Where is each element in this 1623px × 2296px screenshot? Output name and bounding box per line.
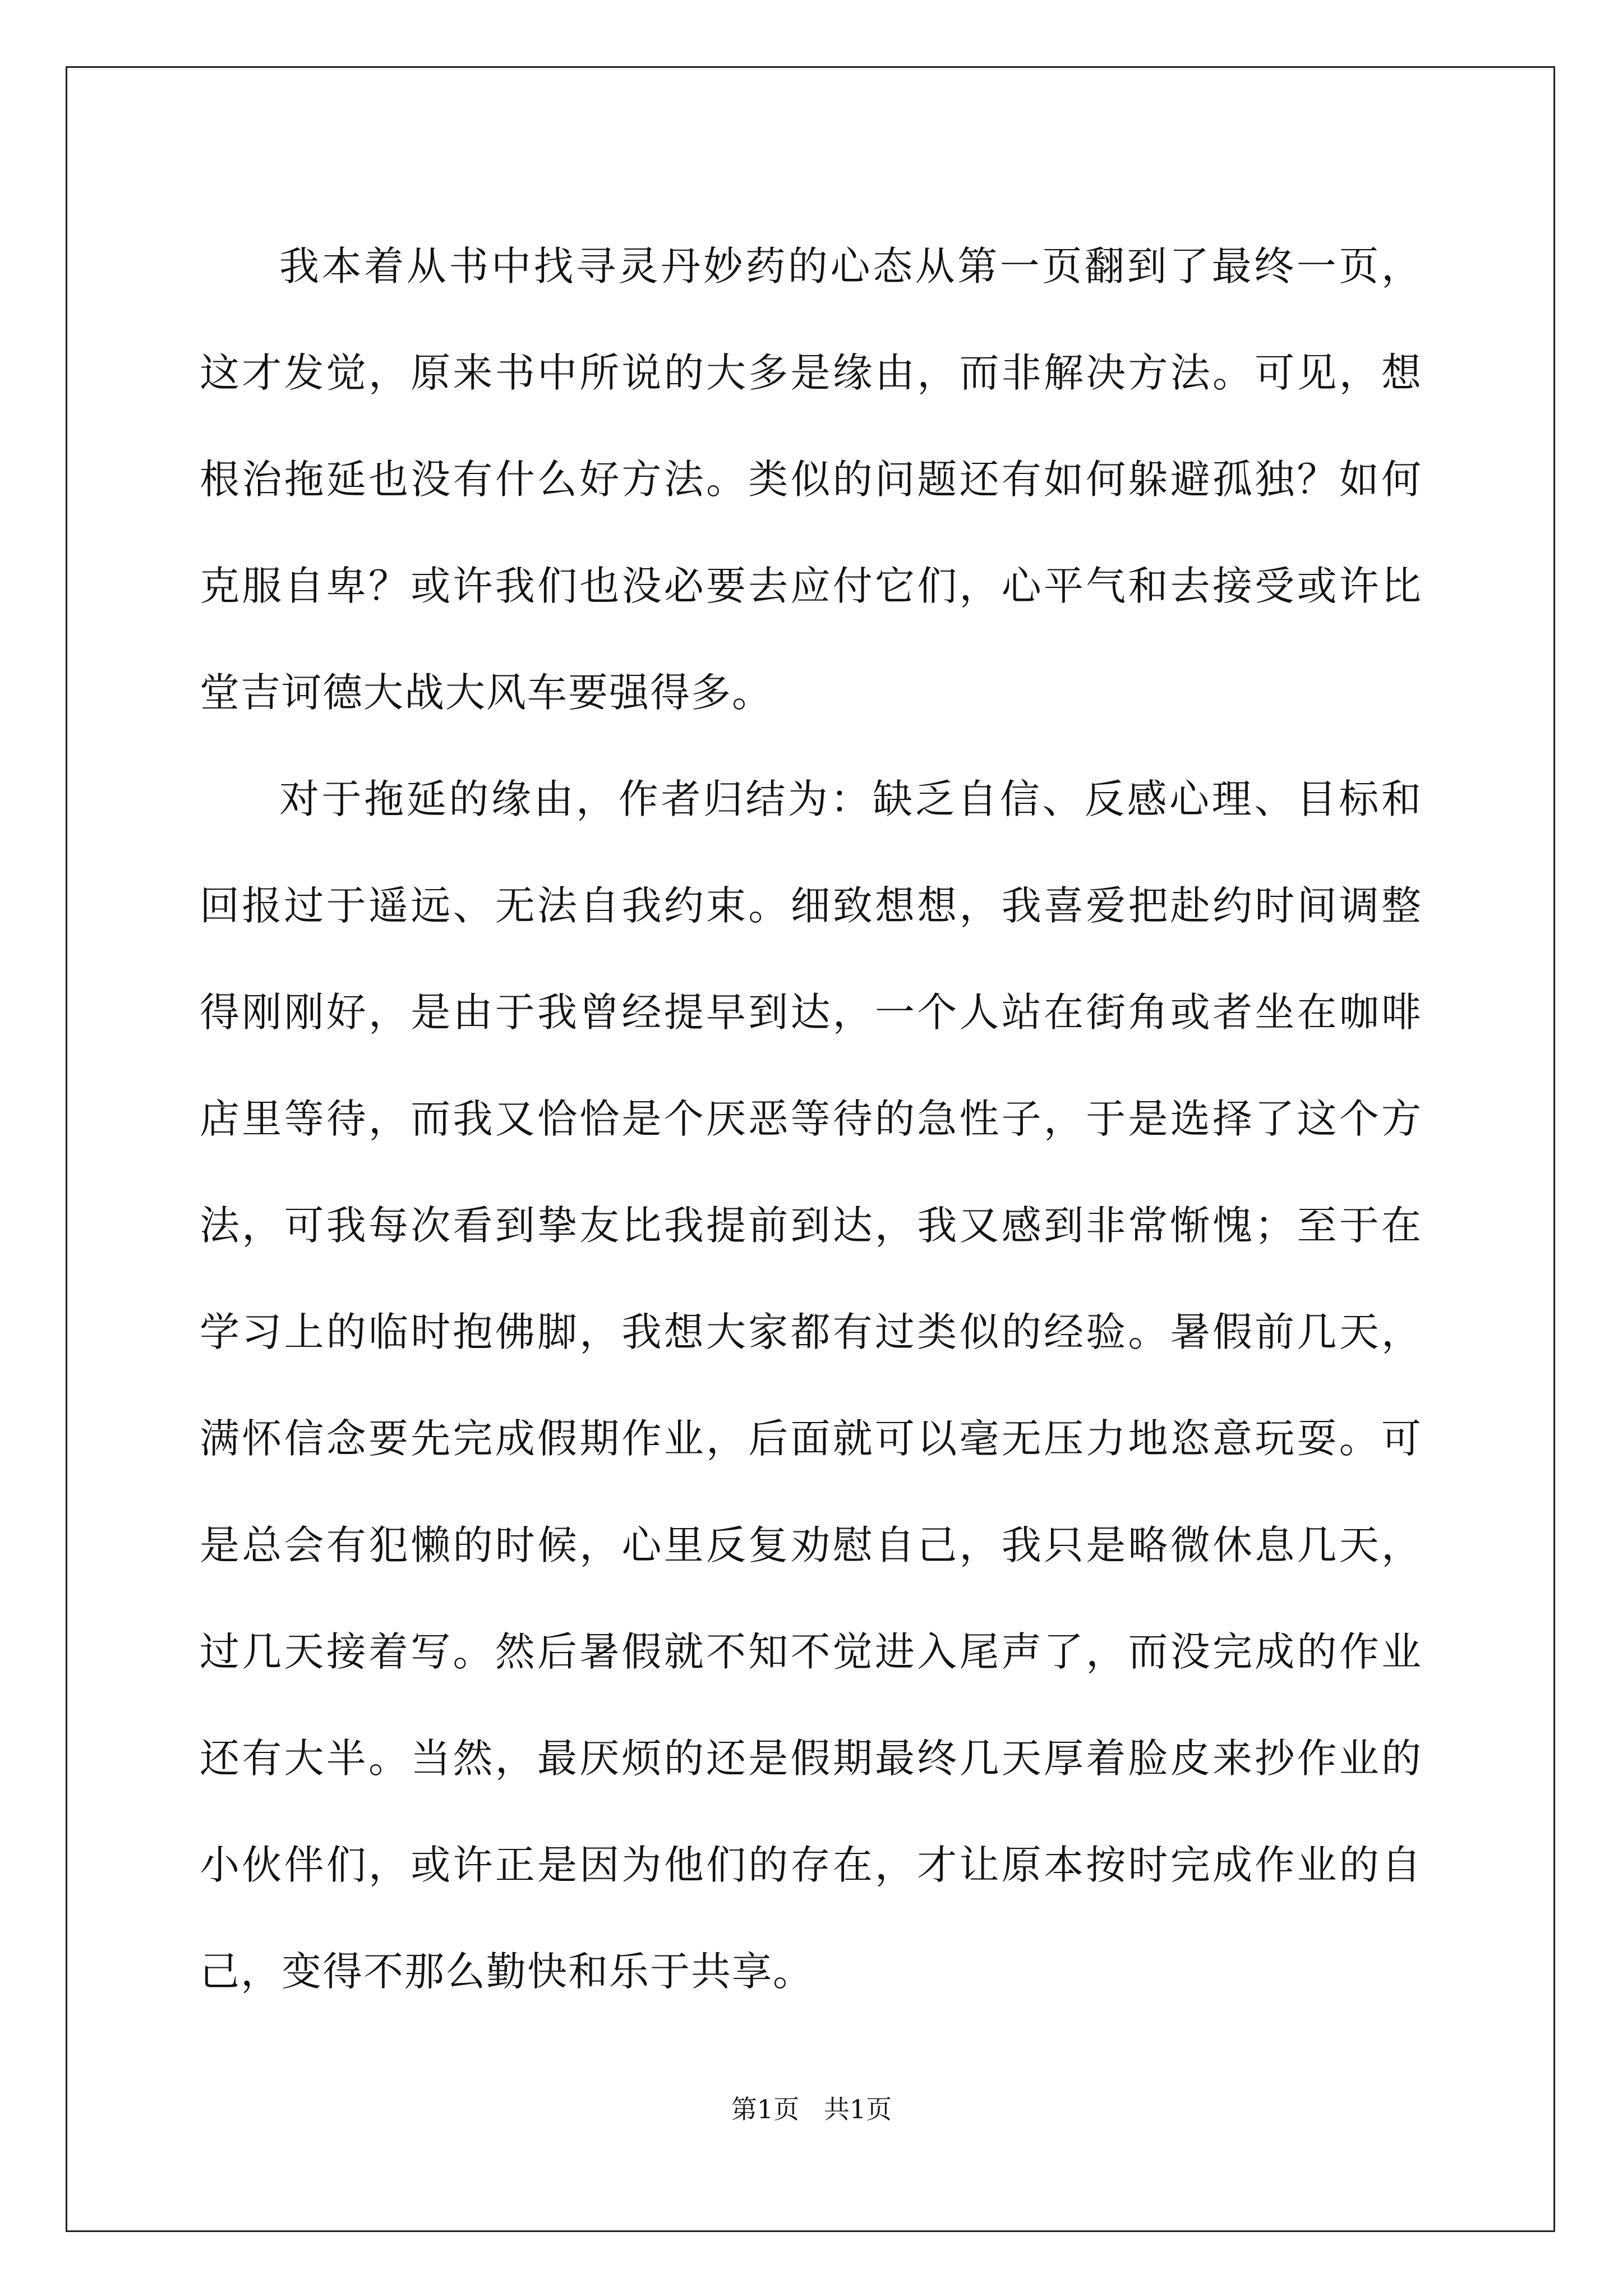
document-body bbox=[200, 213, 1422, 2025]
paragraph-2: 对于拖延的缘由，作者归结为：缺乏自信、反感心理、目标和回报过于遥远、无法自我约束。细致想想，我喜爱把赴约时间调整得刚刚好，是由于我曾经提早到达，一个人站在街角或者坐在咖啡店里等待，而我又恰恰是个厌恶等待的急性子，于是选择了这个方法，可我每次看到挚友比我提前到达，我又感到非常惭愧；至于在学习上的临时抱佛脚，我想大家都有过类似的经验。暑假前几天，满怀信念要先完成假期作业，后面就可以毫无压力地恣意玩耍。可是总会有犯懒的时候，心里反复劝慰自己，我只是略微休息几天，过几天接着写。然后暑假就不知不觉进入尾声了，而没完成的作业还有大半。当然，最厌烦的还是假期最终几天厚着脸皮来抄作业的小伙伴们，或许正是因为他们的存在，才让原本按时完成作业的自己，变得不那么勤快和乐于共享。 bbox=[200, 776, 1422, 1995]
paragraph-1: 我本着从书中找寻灵丹妙药的心态从第一页翻到了最终一页，这才发觉，原来书中所说的大多是缘由，而非解决方法。可见，想根治拖延也没有什么好方法。类似的问题还有如何躲避孤独？如何克服自卑？或许我们也没必要去应付它们，心平气和去接受或许比堂吉诃德大战大风车要强得多。 bbox=[200, 243, 1422, 716]
page-number-footer: 第1页 共1页 bbox=[731, 2094, 892, 2124]
